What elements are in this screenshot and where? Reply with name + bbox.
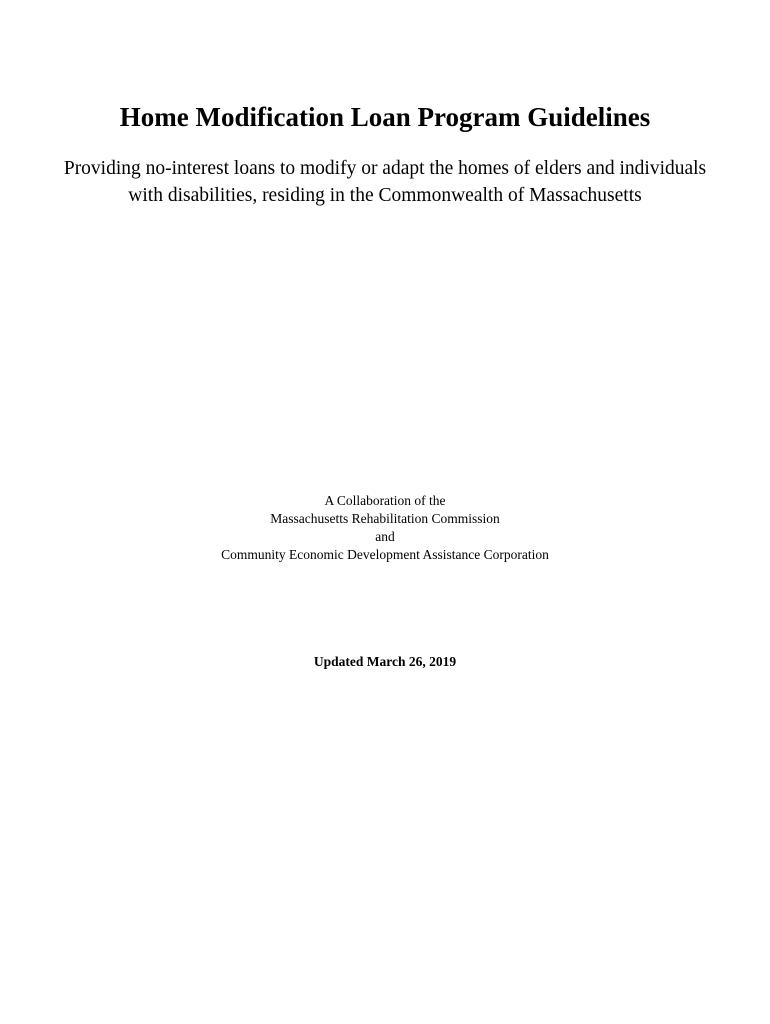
subtitle-line: Providing no-interest loans to modify or adapt the homes of elders and individuals [63,158,707,179]
collaboration-block [0,492,770,564]
collaboration-line: A Collaboration of the [324,493,446,508]
collaboration-line: Massachusetts Rehabilitation Commission [270,511,500,526]
collaboration-line: Community Economic Development Assistance Corporation [221,547,549,562]
updated-date: Updated March 26, 2019 [313,654,457,669]
subtitle-line: with disabilities, residing in the Commonwealth of Massachusetts [128,185,642,206]
collaboration-line: and [375,529,395,544]
document-title: Home Modification Loan Program Guidelines [119,102,651,132]
document-subtitle [20,155,750,209]
